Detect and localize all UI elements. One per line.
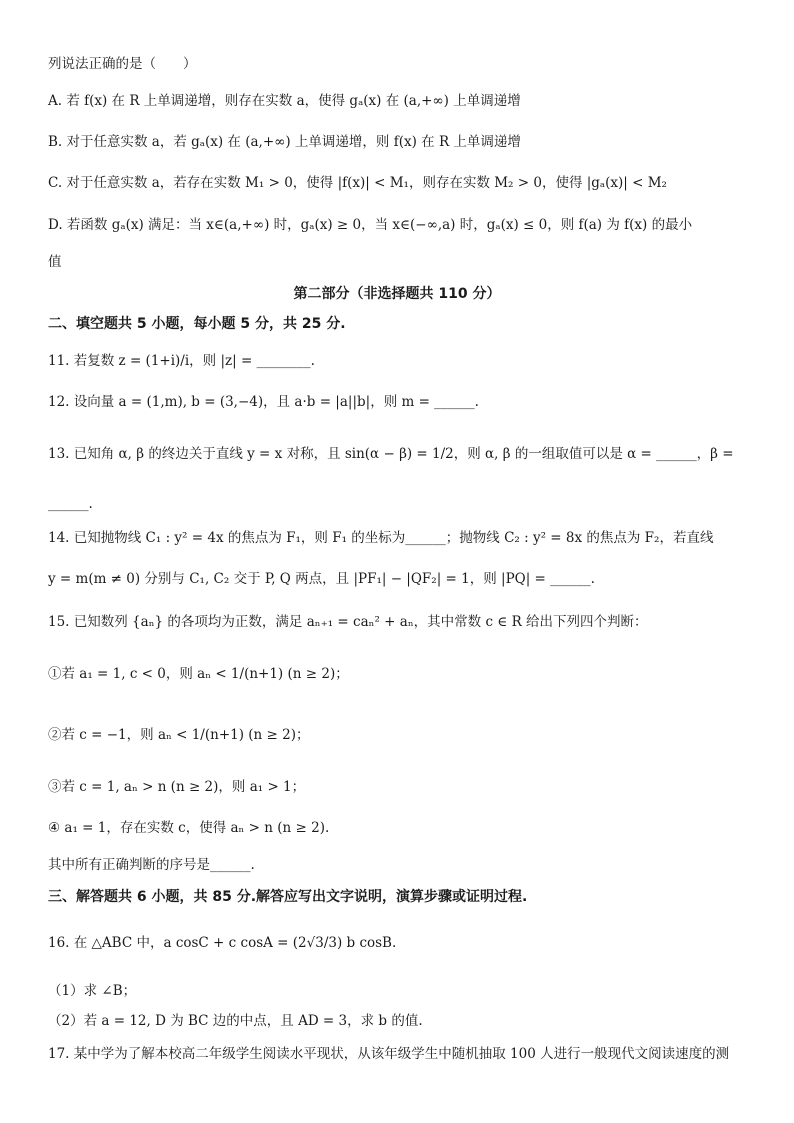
option-d: D. 若函数 gₐ(x) 满足：当 x∈(a,+∞) 时，gₐ(x) ≥ 0，当 x∈(−∞,a) 时，gₐ(x) ≤ 0，则 f(a) 为 f(x) 的最小 xyxy=(48,217,693,233)
section-three-heading: 三、解答题共 6 小题，共 85 分.解答应写出文字说明，演算步骤或证明过程. xyxy=(48,889,528,905)
question-12: 12. 设向量 a = (1,m), b = (3,−4)，且 a·b = |a||b|，则 m = ______. xyxy=(48,394,479,410)
question-14-continued: y = m(m ≠ 0) 分别与 C₁, C₂ 交于 P, Q 两点，且 |PF₁| − |QF₂| = 1，则 |PQ| = ______. xyxy=(48,571,595,587)
part-two-heading: 第二部分（非选择题共 110 分） xyxy=(293,286,501,302)
question-17: 17. 某中学为了解本校高二年级学生阅读水平现状，从该年级学生中随机抽取 100 人进行一般现代文阅读速度的测 xyxy=(48,1046,730,1062)
section-two-heading: 二、填空题共 5 小题，每小题 5 分，共 25 分. xyxy=(48,316,346,332)
question-16-part-1: （1）求 ∠B； xyxy=(48,983,137,999)
judgment-3: ③若 c = 1, aₙ > n (n ≥ 2)，则 a₁ > 1； xyxy=(48,779,306,795)
option-b: B. 对于任意实数 a，若 gₐ(x) 在 (a,+∞) 上单调递增，则 f(x) 在 R 上单调递增 xyxy=(48,134,521,150)
question-16: 16. 在 △ABC 中，a cosC + c cosA = (2√3/3) b cosB. xyxy=(48,935,397,951)
question-13-continued: ______. xyxy=(48,496,93,512)
question-10-stem-end: 列说法正确的是（ ） xyxy=(48,56,197,72)
question-14: 14. 已知抛物线 C₁ : y² = 4x 的焦点为 F₁，则 F₁ 的坐标为______；抛物线 C₂ : y² = 8x 的焦点为 F₂，若直线 xyxy=(48,530,714,546)
option-a: A. 若 f(x) 在 R 上单调递增，则存在实数 a，使得 gₐ(x) 在 (a,+∞) 上单调递增 xyxy=(48,93,521,109)
question-16-part-2: （2）若 a = 12, D 为 BC 边的中点，且 AD = 3，求 b 的值. xyxy=(48,1013,423,1029)
question-11: 11. 若复数 z = (1+i)/i，则 |z| = ________. xyxy=(48,353,315,369)
option-d-continued: 值 xyxy=(48,254,62,270)
option-c: C. 对于任意实数 a，若存在实数 M₁ > 0，使得 |f(x)| < M₁，则存在实数 M₂ > 0，使得 |gₐ(x)| < M₂ xyxy=(48,175,667,191)
judgment-1: ①若 a₁ = 1, c < 0，则 aₙ < 1/(n+1) (n ≥ 2)； xyxy=(48,666,349,682)
question-13: 13. 已知角 α, β 的终边关于直线 y = x 对称，且 sin(α − β) = 1/2，则 α, β 的一组取值可以是 α = ______，β = xyxy=(48,446,734,462)
question-15: 15. 已知数列 {aₙ} 的各项均为正数，满足 aₙ₊₁ = caₙ² + aₙ，其中常数 c ∈ R 给出下列四个判断： xyxy=(48,614,648,630)
judgment-2: ②若 c = −1，则 aₙ < 1/(n+1) (n ≥ 2)； xyxy=(48,727,310,743)
judgment-4: ④ a₁ = 1，存在实数 c，使得 aₙ > n (n ≥ 2). xyxy=(48,820,330,836)
question-15-prompt: 其中所有正确判断的序号是______. xyxy=(48,857,255,873)
